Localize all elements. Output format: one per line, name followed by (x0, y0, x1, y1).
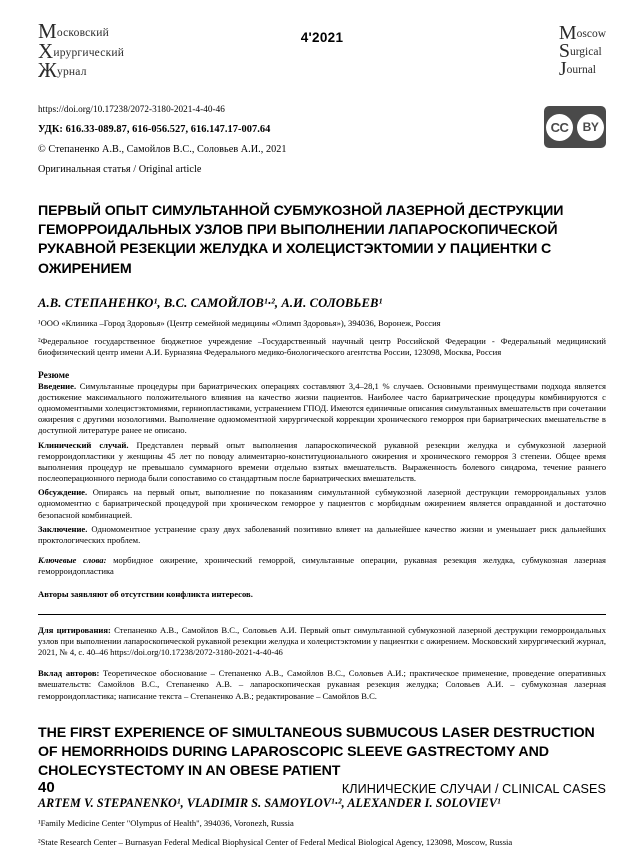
logo-ru-cap-2: Х (38, 38, 54, 63)
logo-en-cap-2: S (558, 40, 570, 63)
abstract-lead: Клинический случай. (38, 439, 129, 450)
abstract-text: Опираясь на первый опыт, выполнение по показаниям симультанной субмукозной лазерной деструкции геморроидальных узлов одномоментно с бариатрической процедурой при хроническом геморрое у пациентов с морбидным ожирением является оправданной и достаточно безопасной комбинацией. (38, 487, 606, 520)
abstract-text: Одномоментное устранение сразу двух заболеваний позитивно влияет на дальнейшее качество жизни и уменьшает риск дальнейших проктологических проблем. (38, 523, 606, 545)
affiliation-en-1: ¹Family Medicine Center "Olympus of Health", 394036, Voronezh, Russia (38, 818, 294, 829)
citation-block (38, 614, 606, 659)
page-title-en: THE FIRST EXPERIENCE OF SIMULTANEOUS SUBMUCOUS LASER DESTRUCTION OF HEMORRHOIDS DURING LAPAROSCOPIC SLEEVE GASTRECTOMY AND CHOLECYSTECTOMY IN AN OBESE PATIENT (38, 724, 595, 780)
contribution-label: Вклад авторов: (38, 668, 100, 679)
creative-commons-icon (544, 106, 606, 148)
logo-ru-cap-3: Ж (38, 58, 58, 83)
abstract-paragraph (38, 524, 606, 546)
citation-text: Степаненко А.В., Самойлов В.С., Соловьев А.И. Первый опыт симультанной субмукозной лазерной деструкции геморроидальных узлов при выполнении лапароскопической рукавной резекции желудка и холецистэктомии у пациентки с ожирением. Московский хирургический журнал, 2021, № 4, с. 40–46 https://doi.org/10.17238/2072-3180-2021-4-40-46 (38, 624, 606, 657)
page-footer (38, 779, 606, 796)
abstract-ru (38, 381, 606, 546)
abstract-paragraph (38, 381, 606, 437)
abstract-text: Симультанные процедуры при бариатрических операциях составляют 3,4–28,1 % случаев. Основными преимуществами подхода является достижение максимального положительного влияния на качество жизни пациентов. Наиболее часто бариатрические процедуры комбинируются с одномоментными холецистэктомиями, герниопластиками, устранением ГПОД. Имеются единичные описания симультанных вмешательств при сочетании ожирения с другими нозологиями. Выполнение одномоментной хирургической коррекции хронического геморроя при бариатрических вмешательстве в доступной литературе ранее не описано. (38, 380, 606, 436)
authors-en: ARTEM V. STEPANENKO¹, VLADIMIR S. SAMOYLOV¹·², ALEXANDER I. SOLOVIEV¹ (38, 796, 501, 811)
logo-en-cap-3: J (558, 58, 567, 81)
logo-ru-cap-1: М (38, 19, 57, 43)
keywords-text: морбидное ожирение, хронический геморрой, симультанные операции, рукавная резекция желудка, субмукозная лазерная геморроидопластика (38, 555, 606, 577)
logo-ru-rest-2: ирургический (53, 46, 125, 59)
abstract-paragraph (38, 487, 606, 521)
article-meta (38, 104, 606, 180)
abstract-lead: Введение. (38, 380, 77, 391)
section-label: КЛИНИЧЕСКИЕ СЛУЧАИ / CLINICAL CASES (341, 782, 606, 796)
page-header (38, 0, 606, 83)
abstract-lead: Заключение. (38, 523, 88, 534)
keywords-label: Ключевые слова: (38, 555, 107, 566)
conflict-label: Авторы заявляют об отсутствии конфликта интересов. (38, 589, 253, 600)
affiliation-ru-2: ²Федеральное государственное бюджетное учреждение –Государственный научный центр Российской Федерации - Федеральный медицинский биофизический центр имени А.И. Бурназяна Федерального медико-биологического агентства России, 123098, Москва, Россия (38, 336, 606, 358)
page-number: 40 (38, 779, 55, 796)
contribution-text: Теоретическое обоснование – Степаненко А.В., Самойлов В.С., Соловьев А.И.; практическое применение, проведение оперативных вмешательств: Самойлов В.С., Степаненко А.В. – лапароскопическая рукавная резекция желудка; Соловьев А.И. – субмукозная лазерная геморроидопластика; написание текста – Степаненко А.В.; редактирование – Самойлов В.С. (38, 668, 606, 701)
doi-link[interactable]: https://doi.org/10.17238/2072-3180-2021-4-40-46 (38, 104, 225, 114)
conflict-of-interest (38, 589, 606, 600)
logo-en-cap-1: M (558, 22, 577, 44)
logo-en-rest-1: oscow (576, 28, 606, 40)
author-contribution (38, 668, 606, 702)
authors-ru: А.В. СТЕПАНЕНКО¹, В.С. САМОЙЛОВ¹·², А.И. СОЛОВЬЕВ¹ (38, 295, 383, 310)
logo-ru-rest-1: осковский (56, 27, 109, 39)
udk-code: УДК: 616.33-089.87, 616-056.527, 616.147.17-007.64 (38, 124, 271, 135)
affiliation-ru-1: ¹ООО «Клиника –Город Здоровья» (Центр семейной медицины «Олимп Здоровья»), 394036, Воронеж, Россия (38, 317, 441, 328)
journal-logo-en (558, 22, 606, 81)
logo-en-rest-2: urgical (569, 46, 602, 59)
logo-ru-rest-3: урнал (57, 66, 87, 79)
citation-label: Для цитирования: (38, 624, 111, 635)
page-title: ПЕРВЫЙ ОПЫТ СИМУЛЬТАННОЙ СУБМУКОЗНОЙ ЛАЗЕРНОЙ ДЕСТРУКЦИИ ГЕМОРРОИДАЛЬНЫХ УЗЛОВ ПРИ ВЫПОЛНЕНИИ ЛАПАРОСКОПИЧЕСКОЙ РУКАВНОЙ РЕЗЕКЦИИ ЖЕЛУДКА И ХОЛЕЦИСТЭКТОМИИ У ПАЦИЕНТКИ С ОЖИРЕНИЕМ (38, 203, 564, 277)
journal-logo-ru (38, 19, 188, 83)
by-mark: BY (577, 114, 604, 141)
abstract-lead: Обсуждение. (38, 487, 88, 498)
article-type: Оригинальная статья / Original article (38, 164, 202, 175)
abstract-paragraph (38, 440, 606, 485)
cc-mark: CC (546, 114, 573, 141)
abstract-text: Представлен первый опыт выполнения лапароскопической рукавной резекции желудка и субмукозной лазерной геморроидопластики у женщины 45 лет по поводу алиментарно-конституционального ожирения и хронического геморроя 3 степени. Общее время выполнения процедур не превышало суммарного времени отдельно взятых вмешательств. Выраженность болевого синдрома, течение раннего послеоперационного периода были сопоставимо со стандартным после бариатрических вмешательств. (38, 439, 606, 484)
issue-number: 4'2021 (300, 30, 344, 45)
abstract-heading: Резюме (38, 370, 70, 381)
logo-en-rest-3: ournal (566, 64, 596, 77)
affiliation-en-2: ²State Research Center – Burnasyan Federal Medical Biophysical Center of Federal Medical Biological Agency, 123098, Moscow, Russia (38, 836, 513, 847)
copyright-line: © Степаненко А.В., Самойлов В.С., Соловьев А.И., 2021 (38, 144, 287, 155)
keywords-ru (38, 555, 606, 577)
